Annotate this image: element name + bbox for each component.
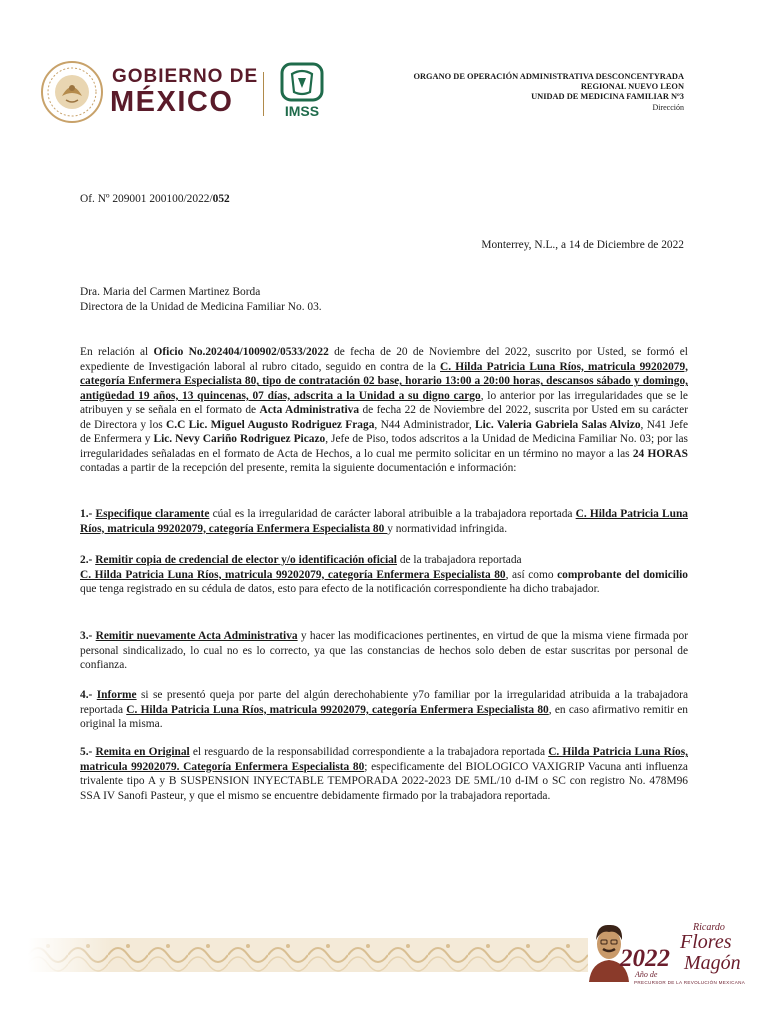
org-line-1: ORGANO DE OPERACIÓN ADMINISTRATIVA DESCONCENTYRADA — [413, 72, 684, 81]
request-item-2 — [80, 553, 688, 597]
intro-text-a: En relación al — [80, 346, 154, 358]
item-1-text-a: cúal es la irregularidad de carácter laboral atribuible a la trabajadora reportada — [209, 508, 576, 520]
item-2-worker: C. Hilda Patricia Luna Ríos, matricula 99202079, categoría Enfermera Especialista 80 — [80, 568, 506, 581]
reference-number — [80, 192, 230, 207]
witness-1: C.C Lic. Miguel Augusto Rodriguez Fraga — [166, 418, 375, 431]
item-4-lead: Informe — [96, 689, 137, 701]
item-5-worker: C. Hilda Patricia Luna Ríos, matricula 99202079. Categoría Enfermera Especialista 80 — [80, 746, 688, 773]
item-5-number: 5.- — [80, 746, 96, 758]
footer-name-first: Ricardo — [693, 922, 725, 933]
item-4-text-b: , en caso afirmativo remitir en original la misma. — [80, 703, 688, 731]
item-3-lead: Remitir nuevamente Acta Administrativa — [95, 630, 298, 642]
item-2-lead: Remitir copia de credencial de elector y/o identificación oficial — [95, 554, 397, 566]
item-3-number: 3.- — [80, 630, 96, 642]
addressee-position: Directora de la Unidad de Medicina Familiar No. 03. — [80, 300, 322, 313]
footer-name-mid: Flores — [680, 931, 732, 953]
acta-administrativa: Acta Administrativa — [259, 404, 360, 417]
deadline-hours: 24 HORAS — [632, 447, 688, 460]
item-1-lead: Especifique claramente — [95, 508, 210, 520]
intro-text-h: contadas a partir de la recepción del presente, remita la siguiente documentación e información: — [80, 462, 517, 475]
worker-details: C. Hilda Patricia Luna Ríos, matricula 99202079, categoría Enfermera Especialista 80, tipo de contratación 02 base, horario 13:00 a 20:00 horas, descansos sábado y domingo, antigüedad 19 años, 13 quincenas, 07 días, adscrita a la Unidad a su digno cargo — [80, 360, 688, 402]
item-2-text-a: de la trabajadora reportada — [396, 554, 522, 566]
org-line-4: Dirección — [652, 103, 684, 112]
mexico-text: MÉXICO — [110, 86, 234, 118]
org-line-2: REGIONAL NUEVO LEON — [580, 82, 684, 91]
item-5-text-a: el resguardo de la responsabilidad correspondiente a la trabajadora reportada — [189, 746, 549, 758]
oficio-number: Oficio No.202404/100902/0533/2022 — [153, 346, 329, 358]
reference-suffix: 052 — [212, 193, 230, 205]
witness-3: Lic. Nevy Cariño Rodriguez Picazo — [153, 433, 326, 446]
item-1-text-b: y normatividad infringida. — [387, 522, 508, 535]
footer-year: 2022 — [620, 945, 670, 972]
item-2-text-b: , así como — [505, 568, 558, 581]
item-5-text-b: ; especificamente del BIOLOGICO VAXIGRIP Vacuna anti influenza trivalente tipo A y B SUSPENSION INYECTABLE TEMPORADA 2022-2023 DE 5ML/10 d-IM o SC con registro No. 478M96 SSA IV Sanofi Pasteur, y que el mismo se encuentre debidamente firmado por la trabajadora reportada. — [80, 760, 688, 802]
addressee-block — [80, 285, 322, 314]
intro-text-c: , lo anterior por las irregularidades que se le atribuyen y se señala en el formato de — [80, 389, 688, 417]
item-1-number: 1.- — [80, 508, 96, 520]
imss-logo — [276, 62, 328, 120]
witness-2: Lic. Valeria Gabriela Salas Alvizo — [475, 418, 641, 431]
logo-divider — [263, 72, 264, 116]
request-item-4 — [80, 688, 688, 732]
footer-anio-de: Año de — [635, 970, 658, 979]
place-date: Monterrey, N.L., a 14 de Diciembre de 2022 — [481, 239, 684, 251]
request-item-1 — [80, 507, 688, 536]
org-line-3: UNIDAD DE MEDICINA FAMILIAR Nº3 — [531, 92, 684, 101]
item-5-lead: Remita en Original — [95, 746, 190, 758]
item-2-domicilio: comprobante del domicilio — [557, 568, 688, 581]
item-1-worker: C. Hilda Patricia Luna Ríos, matricula 99202079, categoría Enfermera Especialista 80 — [80, 508, 688, 535]
item-4-text-a: si se presentó queja por parte del algún derechohabiente y7o familiar por la irregularidad atribuida a la trabajadora reportada — [80, 689, 689, 716]
item-4-worker: C. Hilda Patricia Luna Ríos, matricula 99202079, categoría Enfermera Especialista 80 — [126, 703, 549, 716]
intro-text-d: de fecha 22 de Noviembre del 2022, suscrita por Usted em su carácter de Directora y los — [80, 404, 688, 431]
footer-caption: PRECURSOR DE LA REVOLUCIÓN MEXICANA — [634, 980, 746, 985]
gobierno-de-text: GOBIERNO DE — [112, 66, 259, 87]
item-3-text-a: y hacer las modificaciones pertinentes, en virtud de que la misma viene firmada por personal sindicalizado, lo cual no es lo correcto, ya que las constancias de hechos solo deben de estar suscritas por personal de confianza. — [80, 630, 689, 672]
item-4-number: 4.- — [80, 689, 97, 701]
intro-text-e: , N44 Administrador, — [374, 418, 476, 431]
national-seal-logo — [40, 60, 104, 124]
item-2-number: 2.- — [80, 554, 96, 566]
request-item-3 — [80, 629, 688, 673]
decorative-footer-band — [28, 938, 588, 972]
intro-paragraph — [80, 345, 688, 476]
intro-text-f: , N41 Jefe de Enfermera y — [80, 418, 688, 446]
item-2-text-c: que tenga registrado en su cédula de datos, esto para efecto de la notificación correspondiente ha dicho trabajador. — [80, 583, 600, 596]
request-item-5 — [80, 745, 688, 803]
intro-text-g: , Jefe de Piso, todos adscritos a la Unidad de Medicina Familiar No. 03; por las irregularidades señaladas en el formato de Acta de Hechos, a lo cual me permito solicitar en un término no mayor a las — [80, 433, 688, 460]
imss-text: IMSS — [284, 103, 320, 119]
footer-name-last: Magón — [684, 952, 741, 974]
addressee-name: Dra. Maria del Carmen Martinez Borda — [80, 286, 261, 298]
reference-prefix: Of. Nº 209001 200100/2022/ — [80, 193, 213, 205]
intro-text-b: de fecha de 20 de Noviembre del 2022, suscrito por Usted, se formó el expediente de Investigación laboral al rubro citado, seguido en contra de la — [80, 346, 688, 373]
